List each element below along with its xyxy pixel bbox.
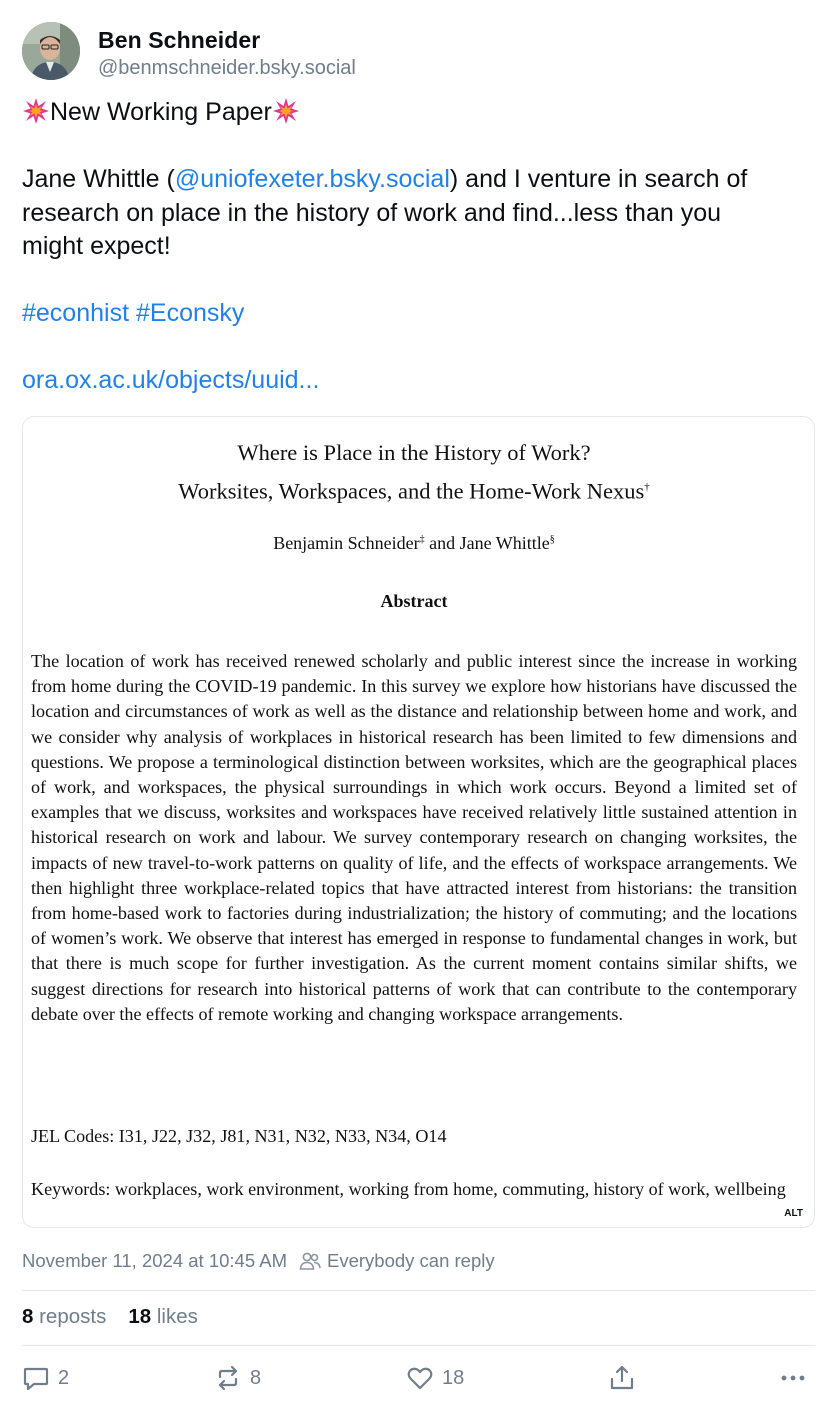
likes-label: likes <box>156 1305 198 1328</box>
repost-icon <box>214 1364 242 1392</box>
abstract-heading: Abstract <box>380 591 448 611</box>
ellipsis-icon <box>779 1364 807 1392</box>
paper-author: and Jane Whittle <box>424 533 550 553</box>
reposts-stat[interactable] <box>22 1305 106 1329</box>
share-button[interactable] <box>608 1364 636 1392</box>
paper-title <box>31 436 797 509</box>
divider <box>22 1290 815 1291</box>
collision-emoji-icon <box>22 97 50 125</box>
post-meta <box>22 1250 495 1272</box>
hashtag-link[interactable]: #econhist <box>22 299 130 327</box>
paper-authors <box>31 533 797 554</box>
like-count: 18 <box>442 1366 465 1389</box>
likes-stat[interactable] <box>128 1305 198 1329</box>
post-text-segment: ) and I venture in search of <box>449 165 748 193</box>
alt-text-badge[interactable]: ALT <box>779 1206 808 1221</box>
avatar[interactable] <box>22 22 80 80</box>
reply-count: 2 <box>58 1366 70 1389</box>
share-icon <box>608 1364 636 1392</box>
post-image[interactable] <box>22 416 815 1228</box>
post-timestamp[interactable]: November 11, 2024 at 10:45 AM <box>22 1250 287 1271</box>
collision-emoji-icon <box>272 97 300 125</box>
author-display-name[interactable]: Ben Schneider <box>98 27 261 53</box>
post-text-segment: Jane Whittle ( <box>22 165 175 193</box>
likes-count: 18 <box>128 1305 152 1328</box>
avatar-photo-icon <box>22 22 80 80</box>
like-button[interactable] <box>406 1364 464 1392</box>
post-headline-line <box>22 96 822 130</box>
post-text-line: might expect! <box>22 232 171 260</box>
mention-link[interactable]: @uniofexeter.bsky.social <box>174 165 450 193</box>
hashtag-link[interactable]: #Econsky <box>135 299 245 327</box>
reply-setting: Everybody can reply <box>327 1250 495 1271</box>
external-url-link[interactable]: ora.ox.ac.uk/objects/uuid... <box>22 366 320 394</box>
footnote-mark: ‡ <box>419 534 425 545</box>
footnote-mark: § <box>549 534 555 545</box>
reposts-count: 8 <box>22 1305 34 1328</box>
paper-title-line2: Worksites, Workspaces, and the Home-Work Nexus <box>178 478 645 504</box>
reply-button[interactable] <box>22 1364 69 1392</box>
footnote-mark: † <box>644 481 650 493</box>
post-stats <box>22 1305 220 1329</box>
heart-icon <box>406 1364 434 1392</box>
post-text-line: research on place in the history of work and find...less than you <box>22 198 721 227</box>
post-headline: New Working Paper <box>50 98 272 126</box>
paper-title-line1: Where is Place in the History of Work? <box>237 440 591 465</box>
post-header <box>22 22 356 82</box>
people-icon <box>299 1251 321 1271</box>
paper-author: Benjamin Schneider <box>273 533 420 553</box>
jel-codes: JEL Codes: I31, J22, J32, J81, N31, N32, N33, N34, O14 <box>31 1126 447 1146</box>
action-bar <box>22 1364 815 1396</box>
reply-bubble-icon <box>22 1364 50 1392</box>
abstract-text: The location of work has received renewed scholarly and public interest since the increase in working from home during the COVID-19 pandemic. In this survey we explore how historians have discussed the location and circumstances of work as well as the distance and relationship between home and work, and we consider why analysis of workplaces in historical research has been limited to few dimensions and questions. We propose a terminological distinction between worksites, which are the geographical places of work, and workspaces, the physical surroundings in which work occurs. Beyond a limited set of examples that we discuss, worksites and workspaces have received relatively little sustained attention in historical research on work and labour. We survey contemporary research on changing worksites, the impacts of new travel-to-work patterns on quality of life, and the effects of workspace arrangements. We then highlight three workplace-related topics that have attracted interest from historians: the transition from home-based work to factories during industrialization; the history of commuting; and the locations of women’s work. We observe that interest has emerged in response to fundamental changes in work, but that there is much scope for further investigation. As the current moment contains similar shifts, we suggest directions for research into historical patterns of work that can contribute to the contemporary debate over the effects of remote working and changing workspace arrangements. <box>31 651 797 1024</box>
reposts-label: reposts <box>39 1305 107 1328</box>
keywords: Keywords: workplaces, work environment, working from home, commuting, history of work, wellbeing <box>31 1179 786 1199</box>
divider <box>22 1345 815 1346</box>
post-text <box>22 96 822 398</box>
repost-count: 8 <box>250 1366 262 1389</box>
author-handle[interactable]: @benmschneider.bsky.social <box>98 57 356 79</box>
repost-button[interactable] <box>214 1364 261 1392</box>
more-options-button[interactable] <box>779 1364 807 1392</box>
